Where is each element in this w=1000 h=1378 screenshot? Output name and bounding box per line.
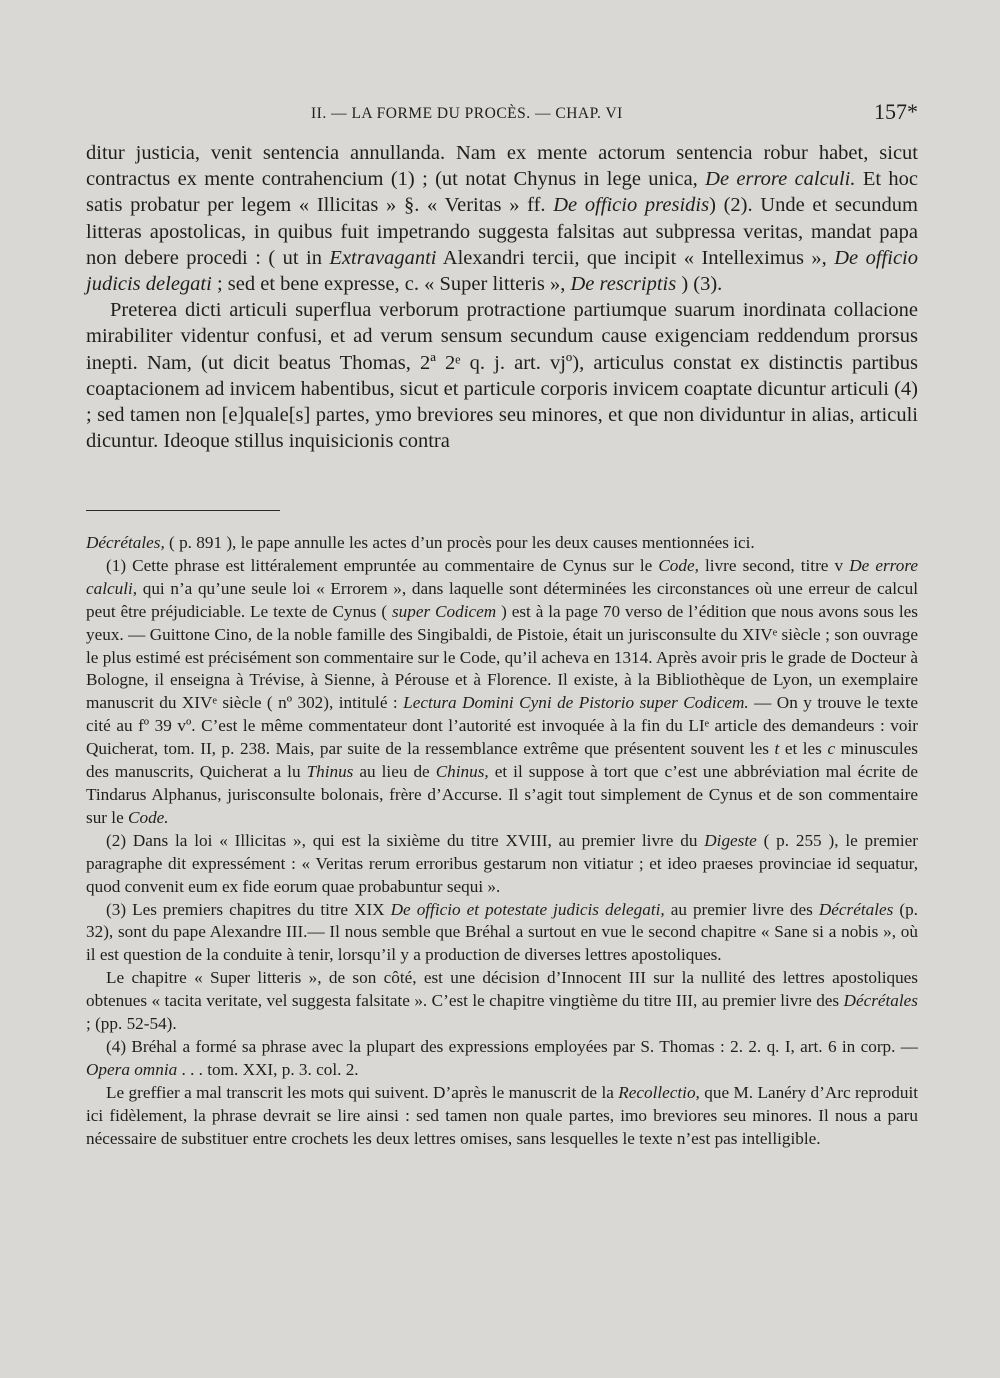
- footnote-4-continued: Le greffier a mal transcrit les mots qui suivent. D’après le manuscrit de la Recollectio, que M. Lanéry d’Arc reproduit ici fidèlement, la phrase devrait se lire ainsi : sed tamen non quale partes, imo breviores seu minores. Il nous a paru nécessaire de substituer entre crochets les deux lettres omises, sans lesquelles le texte n’est pas intelligible.: [86, 1082, 918, 1148]
- main-paragraph: Preterea dicti articuli superflua verborum protractione partiumque suarum inordinata collacione mirabiliter videntur confusi, et ad verum sensum secundum cause exigenciam reddendum prorsus inepti. Nam, (ut dicit beatus Thomas, 2ª 2ᵉ q. j. art. vjº), articulus constat ex distinctis partibus coaptacionem ad invicem habentibus, sicut et particule corporis invicem coaptate dicuntur articuli (4) ; sed tamen non [e]quale[s] partes, ymo breviores seu minores, et que non dividuntur in alias, articuli dicuntur. Ideoque stillus inquisicionis contra: [86, 299, 918, 453]
- footnote-4: (4) Bréhal a formé sa phrase avec la plupart des expressions employées par S. Thomas : 2. 2. q. I, art. 6 in corp. — Opera omnia . . . tom. XXI, p. 3. col. 2.: [86, 1036, 918, 1079]
- main-text: [86, 140, 918, 454]
- page-number: 157*: [874, 99, 918, 124]
- footnotes: [86, 532, 918, 1150]
- footnote-3: (3) Les premiers chapitres du titre XIX De officio et potestate judicis delegati, au premier livre des Décrétales (p. 32), sont du pape Alexandre III.— Il nous semble que Bréhal a surtout en vue le second chapitre « Sane si a nobis », où il est question de la conduite à tenir, lorsqu’il y a production de diverses lettres apostoliques.: [86, 899, 918, 965]
- footnote-separator: [86, 510, 280, 511]
- page-header: [86, 99, 918, 131]
- footnote-continuation: Décrétales, ( p. 891 ), le pape annulle les actes d’un procès pour les deux causes mentionnées ici.: [86, 533, 755, 552]
- footnote-1: (1) Cette phrase est littéralement empruntée au commentaire de Cynus sur le Code, livre second, titre v De errore calculi, qui n’a qu’une seule loi « Errorem », dans laquelle sont déterminées les circonstances où une erreur de calcul peut être préjudiciable. Le texte de Cynus ( super Codicem ) est à la page 70 verso de l’édition que nous avons sous les yeux. — Guittone Cino, de la noble famille des Singibaldi, de Pistoie, était un jurisconsulte du XIVᵉ siècle ; son ouvrage le plus estimé est précisément son commentaire sur le Code, qu’il acheva en 1314. Après avoir pris le grade de Docteur à Bologne, il enseigna à Trévise, à Sienne, à Pérouse et à Florence. Il existe, à la Bibliothèque de Lyon, un exemplaire manuscrit du XIVᵉ siècle ( nº 302), intitulé : Lectura Domini Cyni de Pistorio super Codicem. — On y trouve le texte cité au fº 39 vº. C’est le même commentateur dont l’autorité est invoquée à la fin du LIᵉ article des demandeurs : voir Quicherat, tom. II, p. 238. Mais, par suite de la ressemblance extrême que présentent souvent les t et les c minuscules des manuscrits, Quicherat a lu Thinus au lieu de Chinus, et il suppose à tort que c’est une abbréviation mal écrite de Tindarus Alphanus, jurisconsulte bolonais, frère d’Accurse. Il s’agit tout simplement de Cynus et de son commentaire sur le Code.: [86, 555, 918, 827]
- footnote-3-continued: Le chapitre « Super litteris », de son côté, est une décision d’Innocent III sur la nullité des lettres apostoliques obtenues « tacita veritate, vel suggesta falsitate ». C’est le chapitre vingtième du titre III, au premier livre des Décrétales ; (pp. 52-54).: [86, 968, 918, 1034]
- main-paragraph: ditur justicia, venit sentencia annullanda. Nam ex mente actorum sentencia robur habet, sicut contractus ex mente contrahencium (1) ; (ut notat Chynus in lege unica, De errore calculi. Et hoc satis probatur per legem « Illicitas » §. « Veritas » ff. De officio presidis) (2). Unde et secundum litteras apostolicas, in quibus fuit impetrando suggesta falsitas aut subpressa veritas, mandat papa non debere procedi : ( ut in Extravaganti Alexandri tercii, que incipit « Intelleximus », De officio judicis delegati ; sed et bene expresse, c. « Super litteris », De rescriptis ) (3).: [86, 142, 918, 296]
- running-head: II. — LA FORME DU PROCÈS. — CHAP. VI: [311, 105, 623, 122]
- footnote-2: (2) Dans la loi « Illicitas », qui est la sixième du titre XVIII, au premier livre du Digeste ( p. 255 ), le premier paragraphe dit expressément : « Veritas rerum erroribus gestarum non vitiatur ; et ideo praeses provinciae id sequatur, quod convenit eum ex fide eorum quae probabuntur sequi ».: [86, 830, 918, 896]
